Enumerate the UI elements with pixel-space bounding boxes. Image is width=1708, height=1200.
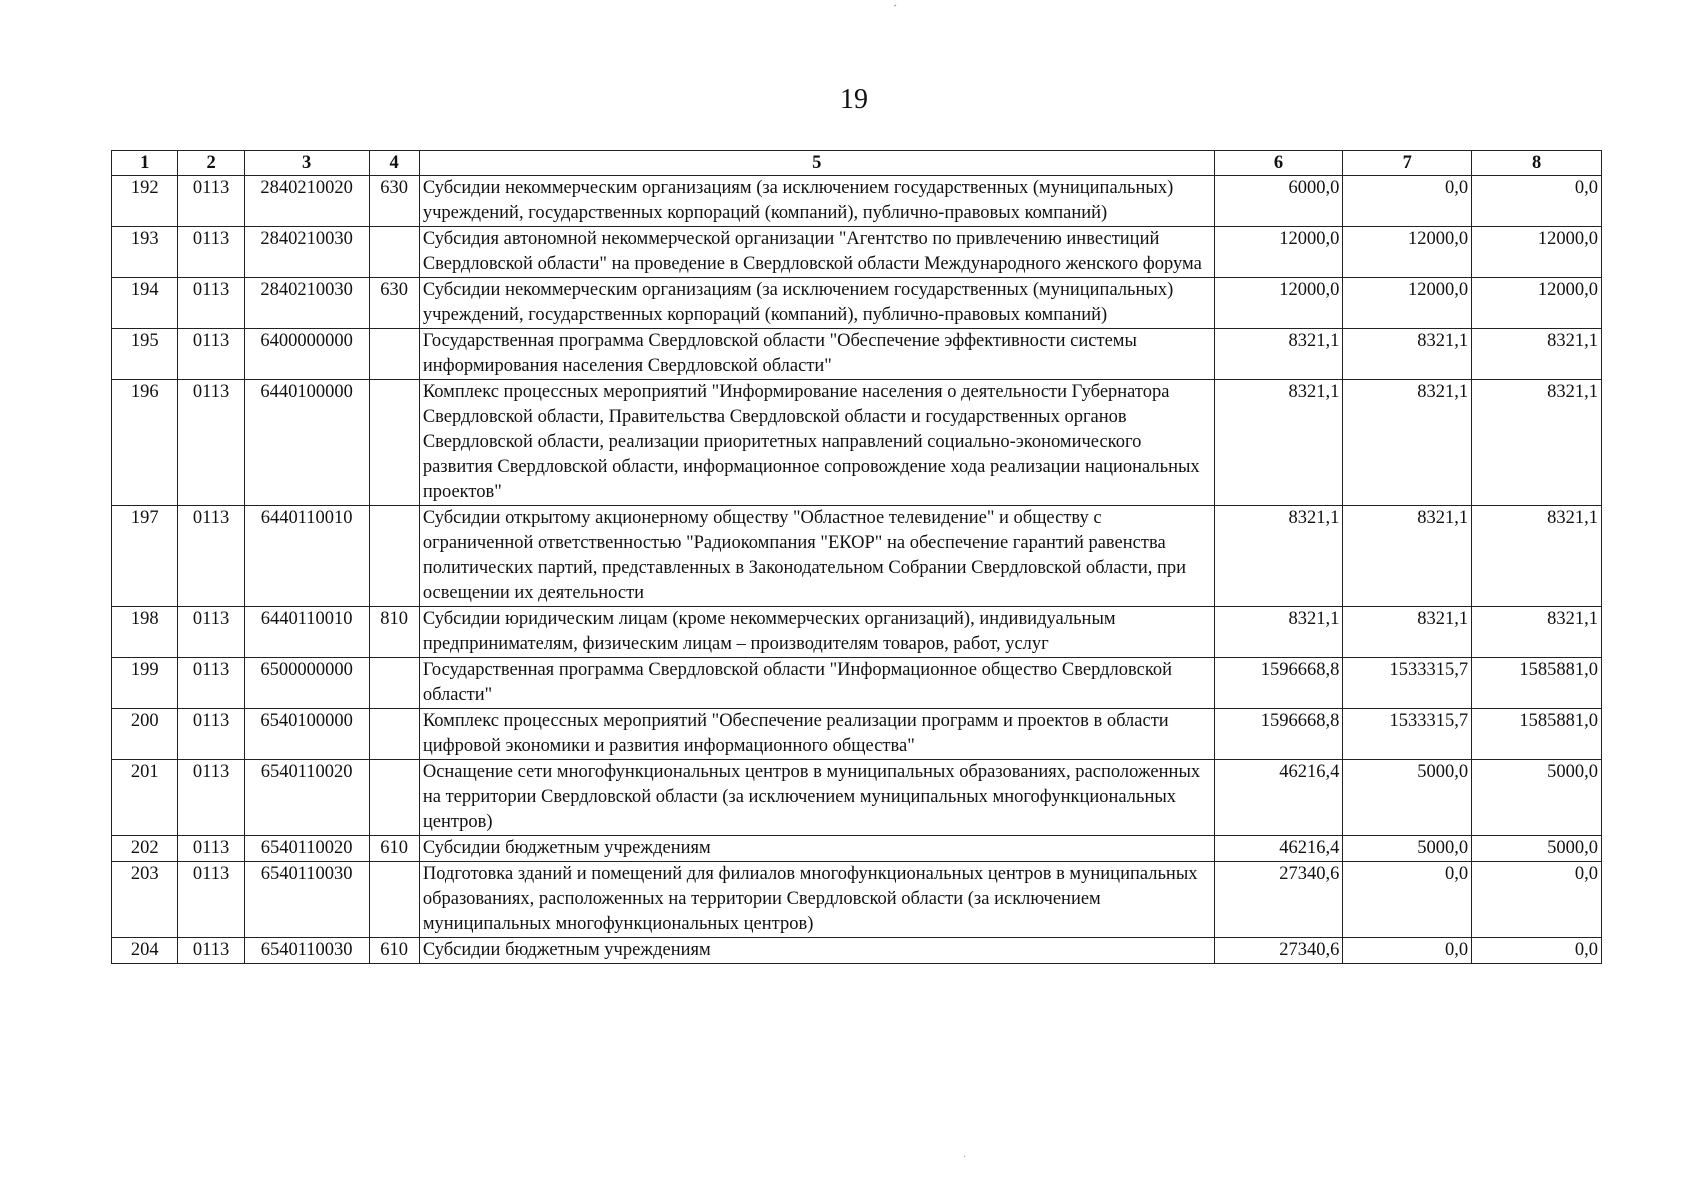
section-code-cell: 0113 (178, 176, 244, 227)
row-number-cell: 204 (112, 938, 178, 964)
expense-type-cell: 610 (369, 938, 419, 964)
amount-col7-cell: 8321,1 (1343, 329, 1472, 380)
description-cell: Субсидии бюджетным учреждениям (419, 938, 1214, 964)
amount-col7-cell: 0,0 (1343, 862, 1472, 938)
row-number-cell: 201 (112, 760, 178, 836)
column-header-3: 3 (244, 151, 369, 176)
description-cell: Субсидии некоммерческим организациям (за исключением государственных (муниципальных) учреждений, государственных корпораций (компаний), публично-правовых компаний) (419, 176, 1214, 227)
amount-col8-cell: 5000,0 (1472, 760, 1602, 836)
expense-type-cell (369, 380, 419, 506)
amount-col8-cell: 8321,1 (1472, 506, 1602, 607)
expense-type-cell (369, 506, 419, 607)
section-code-cell: 0113 (178, 227, 244, 278)
amount-col6-cell: 12000,0 (1214, 227, 1343, 278)
amount-col8-cell: 12000,0 (1472, 278, 1602, 329)
target-article-cell: 6540110030 (244, 862, 369, 938)
table-row (112, 176, 1602, 227)
amount-col6-cell: 8321,1 (1214, 380, 1343, 506)
scan-mark: ´ (893, 2, 897, 16)
section-code-cell: 0113 (178, 862, 244, 938)
description-cell: Оснащение сети многофункциональных центров в муниципальных образованиях, расположенных на территории Свердловской области (за исключением муниципальных многофункциональных центров) (419, 760, 1214, 836)
column-header-7: 7 (1343, 151, 1472, 176)
row-number-cell: 193 (112, 227, 178, 278)
amount-col6-cell: 12000,0 (1214, 278, 1343, 329)
amount-col6-cell: 8321,1 (1214, 329, 1343, 380)
amount-col7-cell: 0,0 (1343, 176, 1472, 227)
column-header-1: 1 (112, 151, 178, 176)
row-number-cell: 192 (112, 176, 178, 227)
amount-col6-cell: 8321,1 (1214, 607, 1343, 658)
amount-col6-cell: 8321,1 (1214, 506, 1343, 607)
description-cell: Субсидии бюджетным учреждениям (419, 836, 1214, 862)
expense-type-cell: 810 (369, 607, 419, 658)
table-row (112, 278, 1602, 329)
expense-type-cell (369, 329, 419, 380)
target-article-cell: 6440110010 (244, 506, 369, 607)
amount-col6-cell: 1596668,8 (1214, 658, 1343, 709)
amount-col7-cell: 8321,1 (1343, 607, 1472, 658)
amount-col6-cell: 46216,4 (1214, 760, 1343, 836)
table-row (112, 862, 1602, 938)
page-number: 19 (840, 84, 868, 115)
expense-type-cell (369, 862, 419, 938)
target-article-cell: 2840210020 (244, 176, 369, 227)
amount-col7-cell: 8321,1 (1343, 506, 1472, 607)
row-number-cell: 195 (112, 329, 178, 380)
row-number-cell: 197 (112, 506, 178, 607)
target-article-cell: 6440110010 (244, 607, 369, 658)
target-article-cell: 6540110030 (244, 938, 369, 964)
table-row (112, 836, 1602, 862)
description-cell: Подготовка зданий и помещений для филиалов многофункциональных центров в муниципальных образованиях, расположенных на территории Свердловской области (за исключением муниципальных многофункциональных центров) (419, 862, 1214, 938)
row-number-cell: 194 (112, 278, 178, 329)
description-cell: Субсидия автономной некоммерческой организации "Агентство по привлечению инвестиций Свердловской области" на проведение в Свердловской области Международного женского форума (419, 227, 1214, 278)
table-row (112, 709, 1602, 760)
table-row (112, 938, 1602, 964)
expense-type-cell: 630 (369, 176, 419, 227)
amount-col8-cell: 0,0 (1472, 176, 1602, 227)
amount-col8-cell: 0,0 (1472, 862, 1602, 938)
scan-dot: · (963, 1152, 967, 1163)
amount-col8-cell: 0,0 (1472, 938, 1602, 964)
target-article-cell: 6540100000 (244, 709, 369, 760)
column-header-8: 8 (1472, 151, 1602, 176)
row-number-cell: 203 (112, 862, 178, 938)
expense-type-cell (369, 709, 419, 760)
table-row (112, 760, 1602, 836)
row-number-cell: 196 (112, 380, 178, 506)
section-code-cell: 0113 (178, 938, 244, 964)
target-article-cell: 6500000000 (244, 658, 369, 709)
amount-col6-cell: 27340,6 (1214, 862, 1343, 938)
section-code-cell: 0113 (178, 658, 244, 709)
section-code-cell: 0113 (178, 278, 244, 329)
column-header-6: 6 (1214, 151, 1343, 176)
target-article-cell: 6440100000 (244, 380, 369, 506)
amount-col8-cell: 5000,0 (1472, 836, 1602, 862)
amount-col7-cell: 8321,1 (1343, 380, 1472, 506)
amount-col8-cell: 8321,1 (1472, 607, 1602, 658)
target-article-cell: 6400000000 (244, 329, 369, 380)
amount-col6-cell: 27340,6 (1214, 938, 1343, 964)
description-cell: Комплекс процессных мероприятий "Информирование населения о деятельности Губернатора Свердловской области, Правительства Свердловской области и государственных органов Свердловской области, реализации приоритетных направлений социально-экономического развития Свердловской области, информационное сопровождение хода реализации национальных проектов" (419, 380, 1214, 506)
target-article-cell: 6540110020 (244, 760, 369, 836)
section-code-cell: 0113 (178, 836, 244, 862)
table-row (112, 380, 1602, 506)
row-number-cell: 202 (112, 836, 178, 862)
table-row (112, 227, 1602, 278)
expense-type-cell (369, 760, 419, 836)
table-row (112, 607, 1602, 658)
header-row (112, 151, 1602, 176)
amount-col8-cell: 8321,1 (1472, 380, 1602, 506)
amount-col7-cell: 1533315,7 (1343, 709, 1472, 760)
expense-type-cell (369, 658, 419, 709)
amount-col7-cell: 5000,0 (1343, 836, 1472, 862)
target-article-cell: 6540110020 (244, 836, 369, 862)
amount-col7-cell: 12000,0 (1343, 227, 1472, 278)
table-row (112, 329, 1602, 380)
section-code-cell: 0113 (178, 607, 244, 658)
table-row (112, 506, 1602, 607)
section-code-cell: 0113 (178, 709, 244, 760)
section-code-cell: 0113 (178, 380, 244, 506)
budget-table (111, 150, 1602, 964)
description-cell: Государственная программа Свердловской области "Информационное общество Свердловской области" (419, 658, 1214, 709)
column-header-4: 4 (369, 151, 419, 176)
amount-col6-cell: 46216,4 (1214, 836, 1343, 862)
target-article-cell: 2840210030 (244, 227, 369, 278)
row-number-cell: 198 (112, 607, 178, 658)
amount-col8-cell: 12000,0 (1472, 227, 1602, 278)
expense-type-cell: 610 (369, 836, 419, 862)
expense-type-cell: 630 (369, 278, 419, 329)
amount-col6-cell: 1596668,8 (1214, 709, 1343, 760)
amount-col7-cell: 5000,0 (1343, 760, 1472, 836)
description-cell: Государственная программа Свердловской области "Обеспечение эффективности системы информирования населения Свердловской области" (419, 329, 1214, 380)
amount-col8-cell: 8321,1 (1472, 329, 1602, 380)
amount-col6-cell: 6000,0 (1214, 176, 1343, 227)
amount-col7-cell: 12000,0 (1343, 278, 1472, 329)
amount-col8-cell: 1585881,0 (1472, 658, 1602, 709)
row-number-cell: 200 (112, 709, 178, 760)
section-code-cell: 0113 (178, 760, 244, 836)
column-header-2: 2 (178, 151, 244, 176)
description-cell: Субсидии открытому акционерному обществу "Областное телевидение" и обществу с ограниченной ответственностью "Радиокомпания "ЕКОР" на обеспечение гарантий равенства политических партий, представленных в Законодательном Собрании Свердловской области, при освещении их деятельности (419, 506, 1214, 607)
amount-col7-cell: 1533315,7 (1343, 658, 1472, 709)
expense-type-cell (369, 227, 419, 278)
description-cell: Комплекс процессных мероприятий "Обеспечение реализации программ и проектов в области цифровой экономики и развития информационного общества" (419, 709, 1214, 760)
amount-col8-cell: 1585881,0 (1472, 709, 1602, 760)
section-code-cell: 0113 (178, 329, 244, 380)
table-row (112, 658, 1602, 709)
amount-col7-cell: 0,0 (1343, 938, 1472, 964)
column-header-5: 5 (419, 151, 1214, 176)
row-number-cell: 199 (112, 658, 178, 709)
section-code-cell: 0113 (178, 506, 244, 607)
table-body (112, 176, 1602, 964)
description-cell: Субсидии юридическим лицам (кроме некоммерческих организаций), индивидуальным предпринимателям, физическим лицам – производителям товаров, работ, услуг (419, 607, 1214, 658)
target-article-cell: 2840210030 (244, 278, 369, 329)
description-cell: Субсидии некоммерческим организациям (за исключением государственных (муниципальных) учреждений, государственных корпораций (компаний), публично-правовых компаний) (419, 278, 1214, 329)
